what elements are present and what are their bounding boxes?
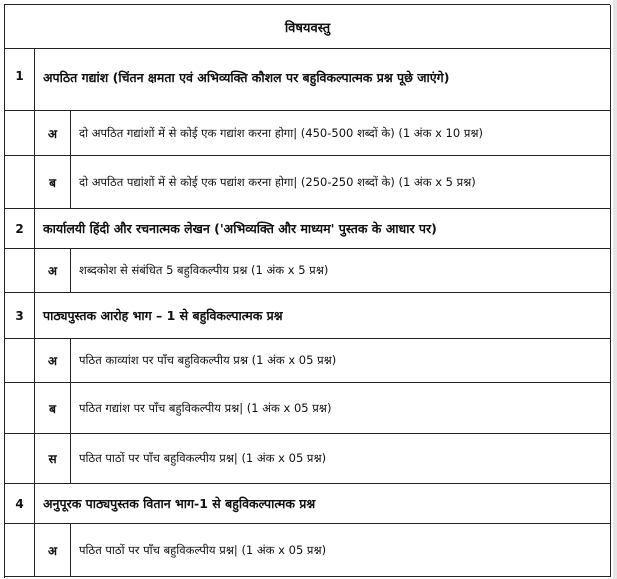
section-title: अनुपूरक पाठ्यपुस्तक वितान भाग-1 से बहुविकल्पात्मक प्रश्न: [43, 496, 316, 511]
item-text: पठित पाठों पर पाँच बहुविकल्पीय प्रश्न| (1 अंक x 05 प्रश्न): [79, 451, 327, 465]
number-spacer: [5, 383, 35, 433]
item-row: [5, 434, 611, 484]
section-number: 3: [5, 293, 35, 338]
item-row: [5, 524, 611, 577]
item-label: ब: [35, 156, 71, 208]
section-row-1: [5, 49, 611, 111]
item-text: दो अपठित गद्यांशों में से कोई एक गद्यांश करना होगा| (450-500 शब्दों के) (1 अंक x 10 प्रश्न): [79, 125, 483, 140]
item-text: दो अपठित पद्यांशों में से कोई एक पद्यांश करना होगा| (250-250 शब्दों के) (1 अंक x 5 प्रश्न): [79, 174, 476, 189]
section-number: 4: [5, 484, 35, 523]
section-row-4: [5, 484, 611, 524]
item-row: [5, 249, 611, 293]
table-header-title: विषयवस्तु: [284, 20, 331, 36]
item-row: [5, 156, 611, 209]
item-text: पठित पाठों पर पाँच बहुविकल्पीय प्रश्न| (1 अंक x 05 प्रश्न): [79, 542, 327, 557]
section-title: कार्यालयी हिंदी और रचनात्मक लेखन ('अभिव्यक्ति और माध्यम' पुस्तक के आधार पर): [43, 221, 437, 236]
number-spacer: [5, 111, 35, 155]
number-spacer: [5, 156, 35, 208]
item-row: [5, 111, 611, 156]
item-label: अ: [35, 524, 71, 576]
item-label: अ: [35, 111, 71, 155]
syllabus-table: [4, 4, 610, 578]
number-spacer: [5, 249, 35, 292]
section-row-2: [5, 209, 611, 249]
item-text: पठित गद्यांश पर पाँच बहुविकल्पीय प्रश्न| (1 अंक x 05 प्रश्न): [79, 400, 332, 415]
number-spacer: [5, 434, 35, 483]
page-edge-shadow: [613, 0, 617, 579]
table-header-row: [5, 5, 611, 49]
item-label: अ: [35, 339, 71, 382]
section-number: 2: [5, 209, 35, 248]
item-label: अ: [35, 249, 71, 292]
number-spacer: [5, 339, 35, 382]
item-label: स: [35, 434, 71, 483]
section-number: 1: [5, 49, 35, 110]
item-row: [5, 383, 611, 434]
section-title: अपठित गद्यांश (चिंतन क्षमता एवं अभिव्यक्ति कौशल पर बहुविकल्पात्मक प्रश्न पूछे जाएंगे): [43, 70, 450, 85]
item-text: पठित काव्यांश पर पाँच बहुविकल्पीय प्रश्न (1 अंक x 05 प्रश्न): [79, 353, 337, 367]
item-label: ब: [35, 383, 71, 433]
item-row: [5, 339, 611, 383]
section-title: पाठ्यपुस्तक आरोह भाग – 1 से बहुविकल्पात्मक प्रश्न: [43, 308, 283, 323]
section-row-3: [5, 293, 611, 339]
number-spacer: [5, 524, 35, 576]
item-text: शब्दकोश से संबंधित 5 बहुविकल्पीय प्रश्न (1 अंक x 5 प्रश्न): [79, 263, 329, 277]
